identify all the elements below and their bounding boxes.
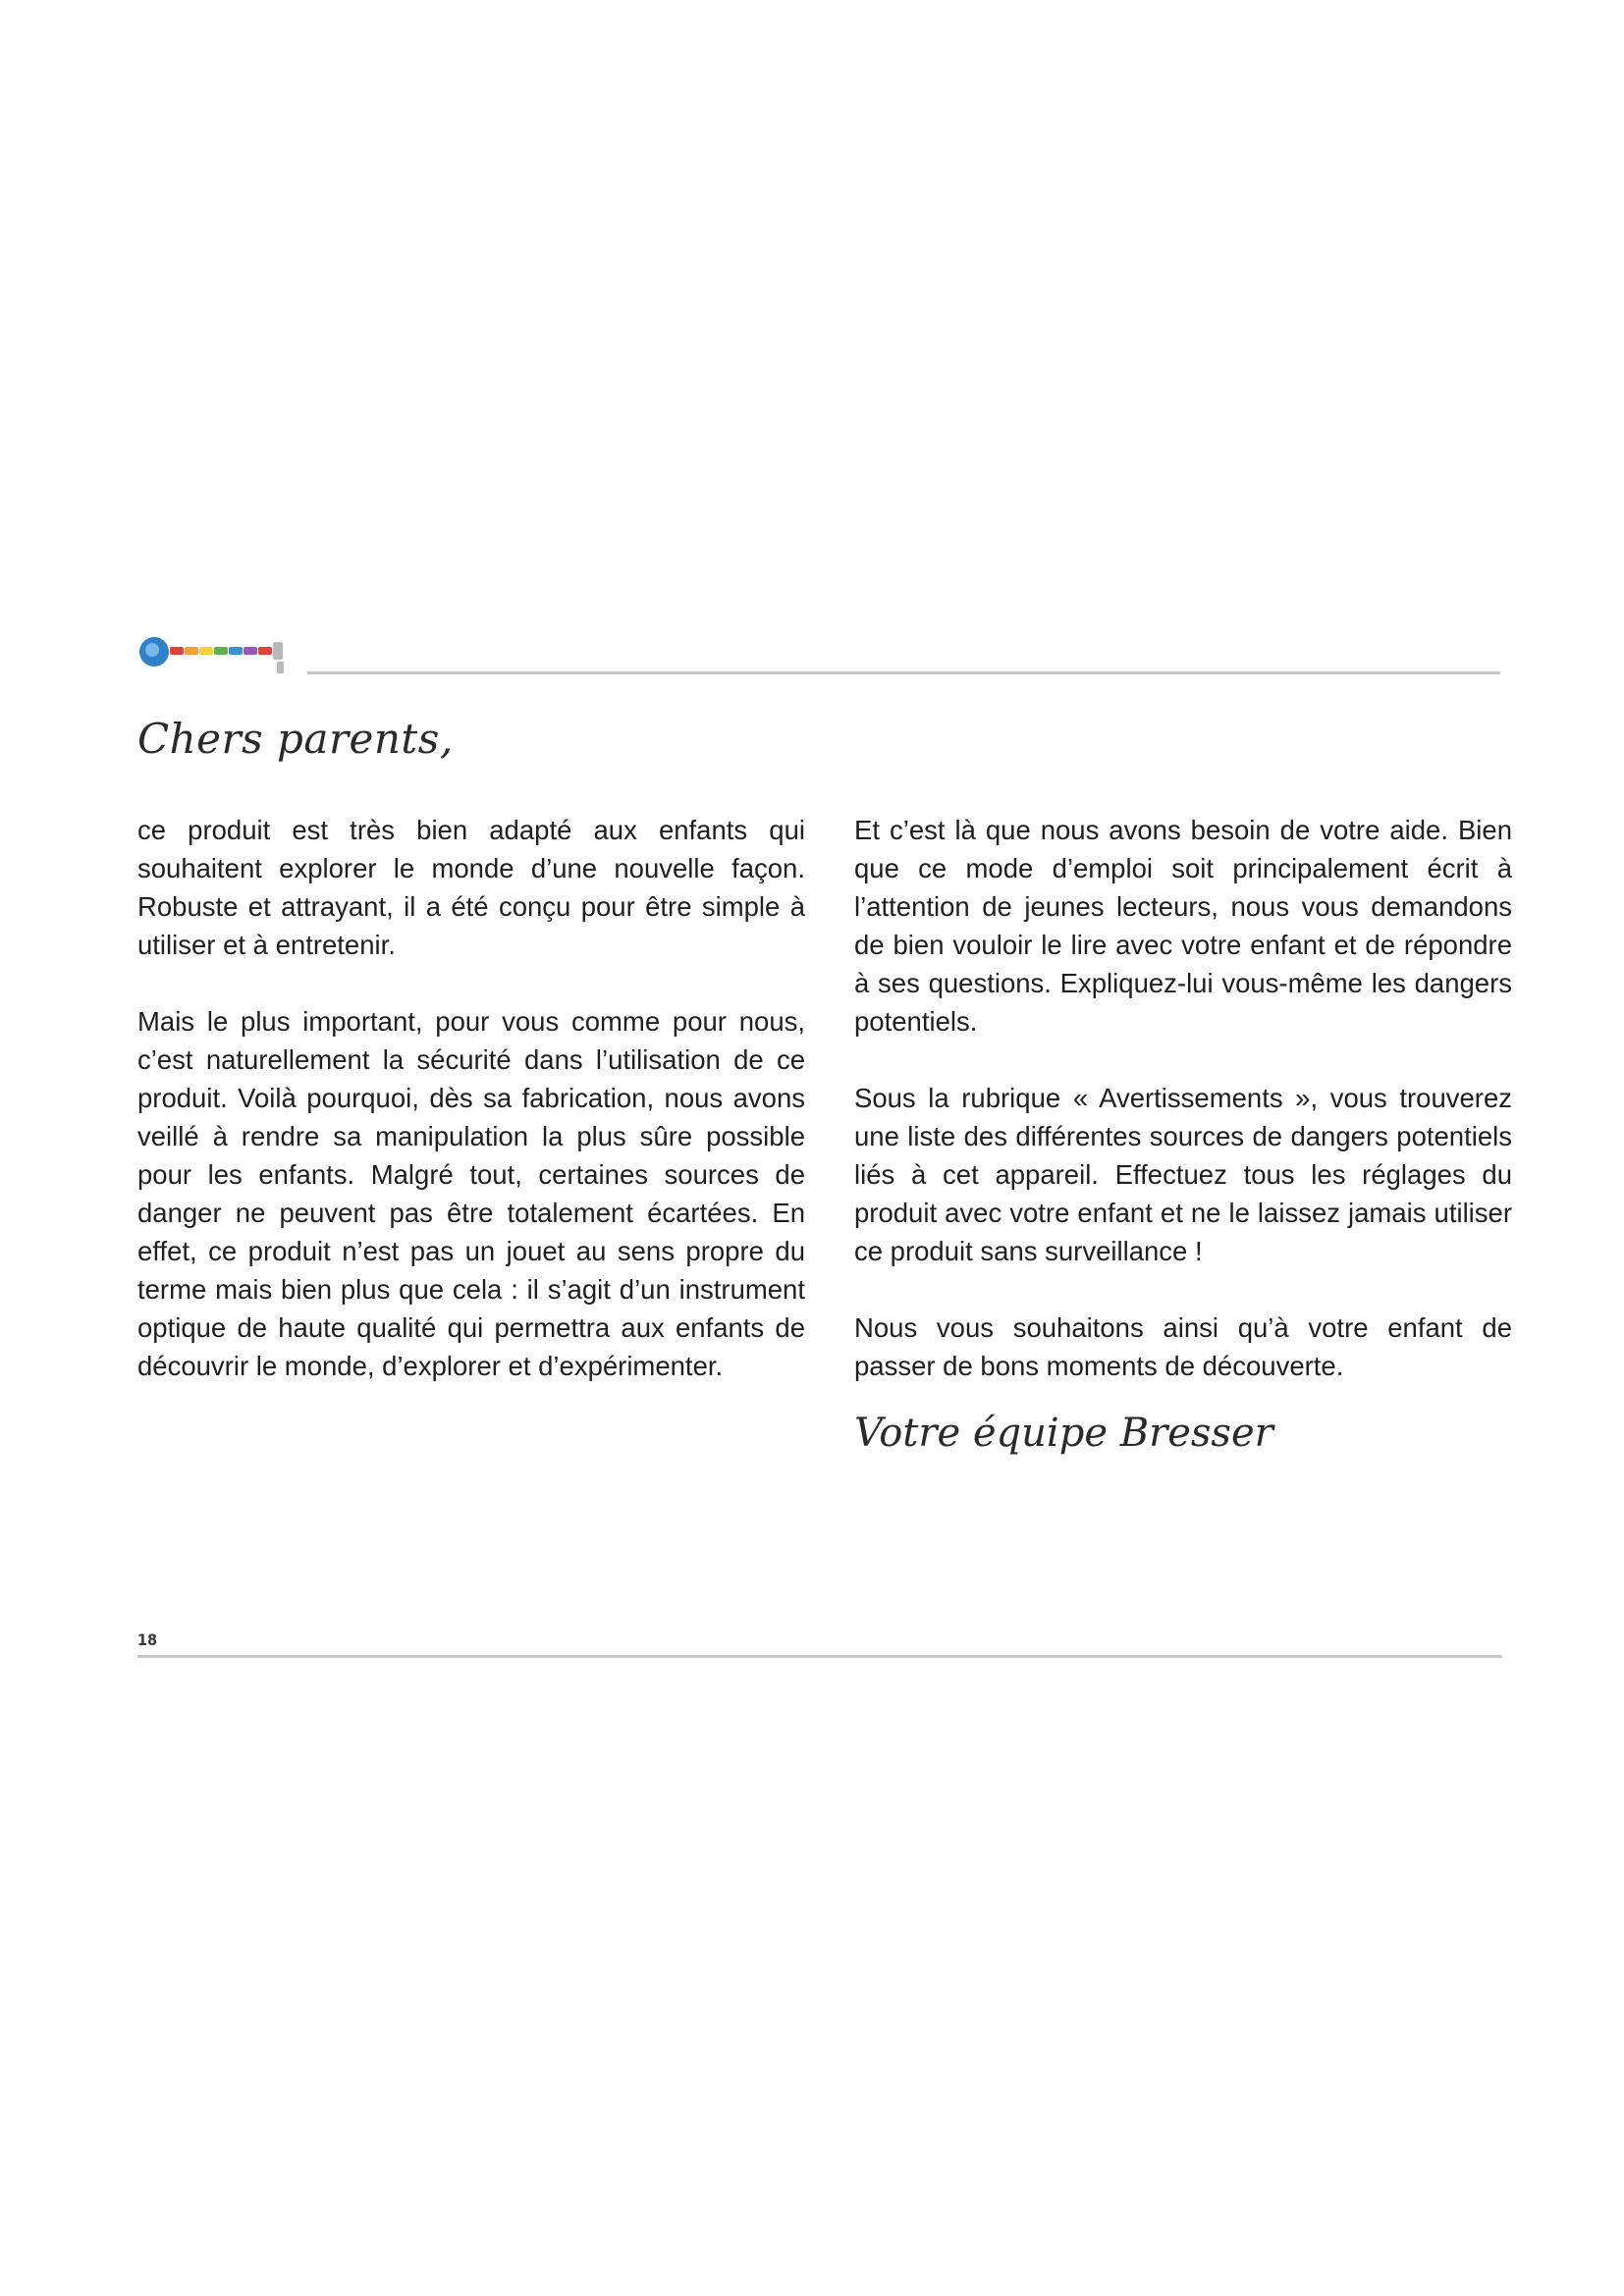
signature: Votre équipe Bresser (854, 1411, 1273, 1456)
paragraph: Nous vous souhaitons ainsi qu’à votre enfant de passer de bons moments de découverte. (854, 1312, 1512, 1381)
brand-logo (137, 636, 295, 695)
header-rule (307, 671, 1500, 674)
paragraph: ce produit est très bien adapté aux enfants qui souhaitent explorer le monde d’une nouvelle façon. Robuste et attrayant, il a été conçu pour être simple à utiliser et à entretenir. (137, 815, 805, 960)
paragraph: Sous la rubrique « Avertissements », vous trouverez une liste des différentes sources de dangers potentiels liés à cet appareil. Effectuez tous les réglages du produit avec votre enfant et ne le laissez jamais utiliser ce produit sans surveillance ! (854, 1083, 1512, 1266)
left-column (137, 811, 805, 1423)
greeting-heading: Chers parents, (137, 715, 454, 763)
brand-logo-icon (137, 636, 295, 695)
page-number: 18 (137, 1630, 158, 1649)
paragraph: Et c’est là que nous avons besoin de votre aide. Bien que ce mode d’emploi soit principalement écrit à l’attention de jeunes lecteurs, nous vous demandons de bien vouloir le lire avec votre enfant et de répondre à ses questions. Expliquez-lui vous-même les dangers potentiels. (854, 815, 1512, 1037)
right-column (854, 811, 1512, 1423)
paragraph: Mais le plus important, pour vous comme pour nous, c’est naturellement la sécurité dans l’utilisation de ce produit. Voilà pourquoi, dès sa fabrication, nous avons veillé à rendre sa manipulation la plus sûre possible pour les enfants. Malgré tout, certaines sources de danger ne peuvent pas être totalement écartées. En effet, ce produit n’est pas un jouet au sens propre du terme mais bien plus que cela : il s’agit d’un instrument optique de haute qualité qui permettra aux enfants de découvrir le monde, d’explorer et d’expérimenter. (137, 1006, 805, 1381)
footer-rule (137, 1655, 1502, 1658)
